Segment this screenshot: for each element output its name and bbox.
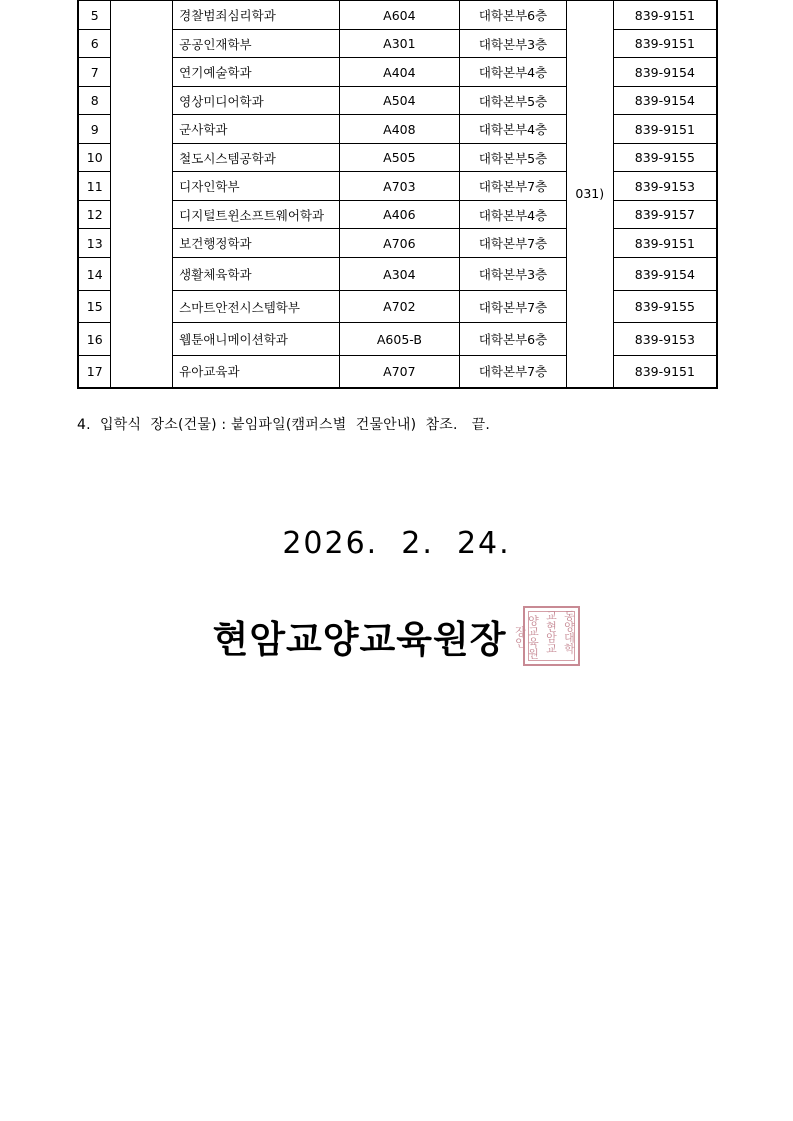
floor-cell: 대학본부6층 — [460, 1, 567, 30]
floor-cell: 대학본부7층 — [460, 291, 567, 323]
floor-cell: 대학본부3층 — [460, 258, 567, 291]
phone-cell: 839-9155 — [613, 144, 717, 172]
table-row — [78, 144, 717, 172]
table-row — [78, 356, 717, 388]
room-cell: A702 — [339, 291, 460, 323]
room-cell: A505 — [339, 144, 460, 172]
department-name-cell: 디지털트윈소프트웨어학과 — [173, 201, 339, 229]
signature-block — [0, 606, 793, 666]
row-number-cell: 9 — [78, 115, 111, 144]
phone-cell: 839-9151 — [613, 356, 717, 388]
table-row — [78, 229, 717, 258]
room-cell: A604 — [339, 1, 460, 30]
room-cell: A301 — [339, 30, 460, 58]
row-number-cell: 13 — [78, 229, 111, 258]
department-name-cell: 공공인재학부 — [173, 30, 339, 58]
seal-col-2: 교현암교 — [544, 610, 558, 654]
phone-cell: 839-9154 — [613, 87, 717, 115]
department-name-cell: 군사학과 — [173, 115, 339, 144]
room-cell: A406 — [339, 201, 460, 229]
phone-cell: 839-9157 — [613, 201, 717, 229]
seal-col-3: 양교육원장인 — [513, 615, 540, 659]
floor-cell: 대학본부7층 — [460, 229, 567, 258]
floor-cell: 대학본부6층 — [460, 323, 567, 356]
department-name-cell: 보건행정학과 — [173, 229, 339, 258]
phone-cell: 839-9154 — [613, 58, 717, 87]
area-code-cell: 031) — [566, 1, 613, 388]
table-row — [78, 115, 717, 144]
room-cell: A304 — [339, 258, 460, 291]
phone-cell: 839-9153 — [613, 172, 717, 201]
row-number-cell: 14 — [78, 258, 111, 291]
floor-cell: 대학본부4층 — [460, 58, 567, 87]
row-number-cell: 7 — [78, 58, 111, 87]
table-row — [78, 58, 717, 87]
phone-cell: 839-9151 — [613, 115, 717, 144]
floor-cell: 대학본부7층 — [460, 172, 567, 201]
phone-cell: 839-9151 — [613, 1, 717, 30]
room-cell: A707 — [339, 356, 460, 388]
row-number-cell: 12 — [78, 201, 111, 229]
signatory-title: 현암교양교육원장 — [212, 618, 507, 661]
table-row — [78, 258, 717, 291]
floor-cell: 대학본부5층 — [460, 144, 567, 172]
department-name-cell: 생활체육학과 — [173, 258, 339, 291]
row-number-cell: 15 — [78, 291, 111, 323]
department-table — [77, 0, 718, 389]
department-name-cell: 디자인학부 — [173, 172, 339, 201]
room-cell: A605-B — [339, 323, 460, 356]
table-row — [78, 87, 717, 115]
department-name-cell: 연기예술학과 — [173, 58, 339, 87]
row-number-cell: 5 — [78, 1, 111, 30]
floor-cell: 대학본부7층 — [460, 356, 567, 388]
table-row — [78, 30, 717, 58]
table-row — [78, 201, 717, 229]
room-cell: A703 — [339, 172, 460, 201]
department-name-cell: 유아교육과 — [173, 356, 339, 388]
table-row — [78, 291, 717, 323]
official-seal — [513, 606, 580, 666]
room-cell: A706 — [339, 229, 460, 258]
row-number-cell: 6 — [78, 30, 111, 58]
row-number-cell: 11 — [78, 172, 111, 201]
floor-cell: 대학본부4층 — [460, 115, 567, 144]
phone-cell: 839-9151 — [613, 229, 717, 258]
department-name-cell: 웹툰애니메이션학과 — [173, 323, 339, 356]
phone-cell: 839-9153 — [613, 323, 717, 356]
phone-cell: 839-9151 — [613, 30, 717, 58]
table-row — [78, 172, 717, 201]
document-date: 2026. 2. 24. — [282, 526, 511, 561]
floor-cell: 대학본부5층 — [460, 87, 567, 115]
table-row — [78, 323, 717, 356]
seal-col-1: 동양대학 — [562, 610, 576, 654]
row-number-cell: 8 — [78, 87, 111, 115]
floor-cell: 대학본부4층 — [460, 201, 567, 229]
phone-cell: 839-9155 — [613, 291, 717, 323]
row-number-cell: 16 — [78, 323, 111, 356]
room-cell: A408 — [339, 115, 460, 144]
department-name-cell: 철도시스템공학과 — [173, 144, 339, 172]
room-cell: A504 — [339, 87, 460, 115]
department-name-cell: 영상미디어학과 — [173, 87, 339, 115]
row-number-cell: 17 — [78, 356, 111, 388]
ceremony-location-note: 4. 입학식 장소(건물) : 붙임파일(캠퍼스별 건물안내) 참조. 끝. — [77, 417, 491, 433]
floor-cell: 대학본부3층 — [460, 30, 567, 58]
room-cell: A404 — [339, 58, 460, 87]
row-number-cell: 10 — [78, 144, 111, 172]
department-name-cell: 스마트안전시스템학부 — [173, 291, 339, 323]
phone-cell: 839-9154 — [613, 258, 717, 291]
table-row — [78, 1, 717, 30]
blank-category-cell — [111, 1, 173, 388]
department-name-cell: 경찰범죄심리학과 — [173, 1, 339, 30]
